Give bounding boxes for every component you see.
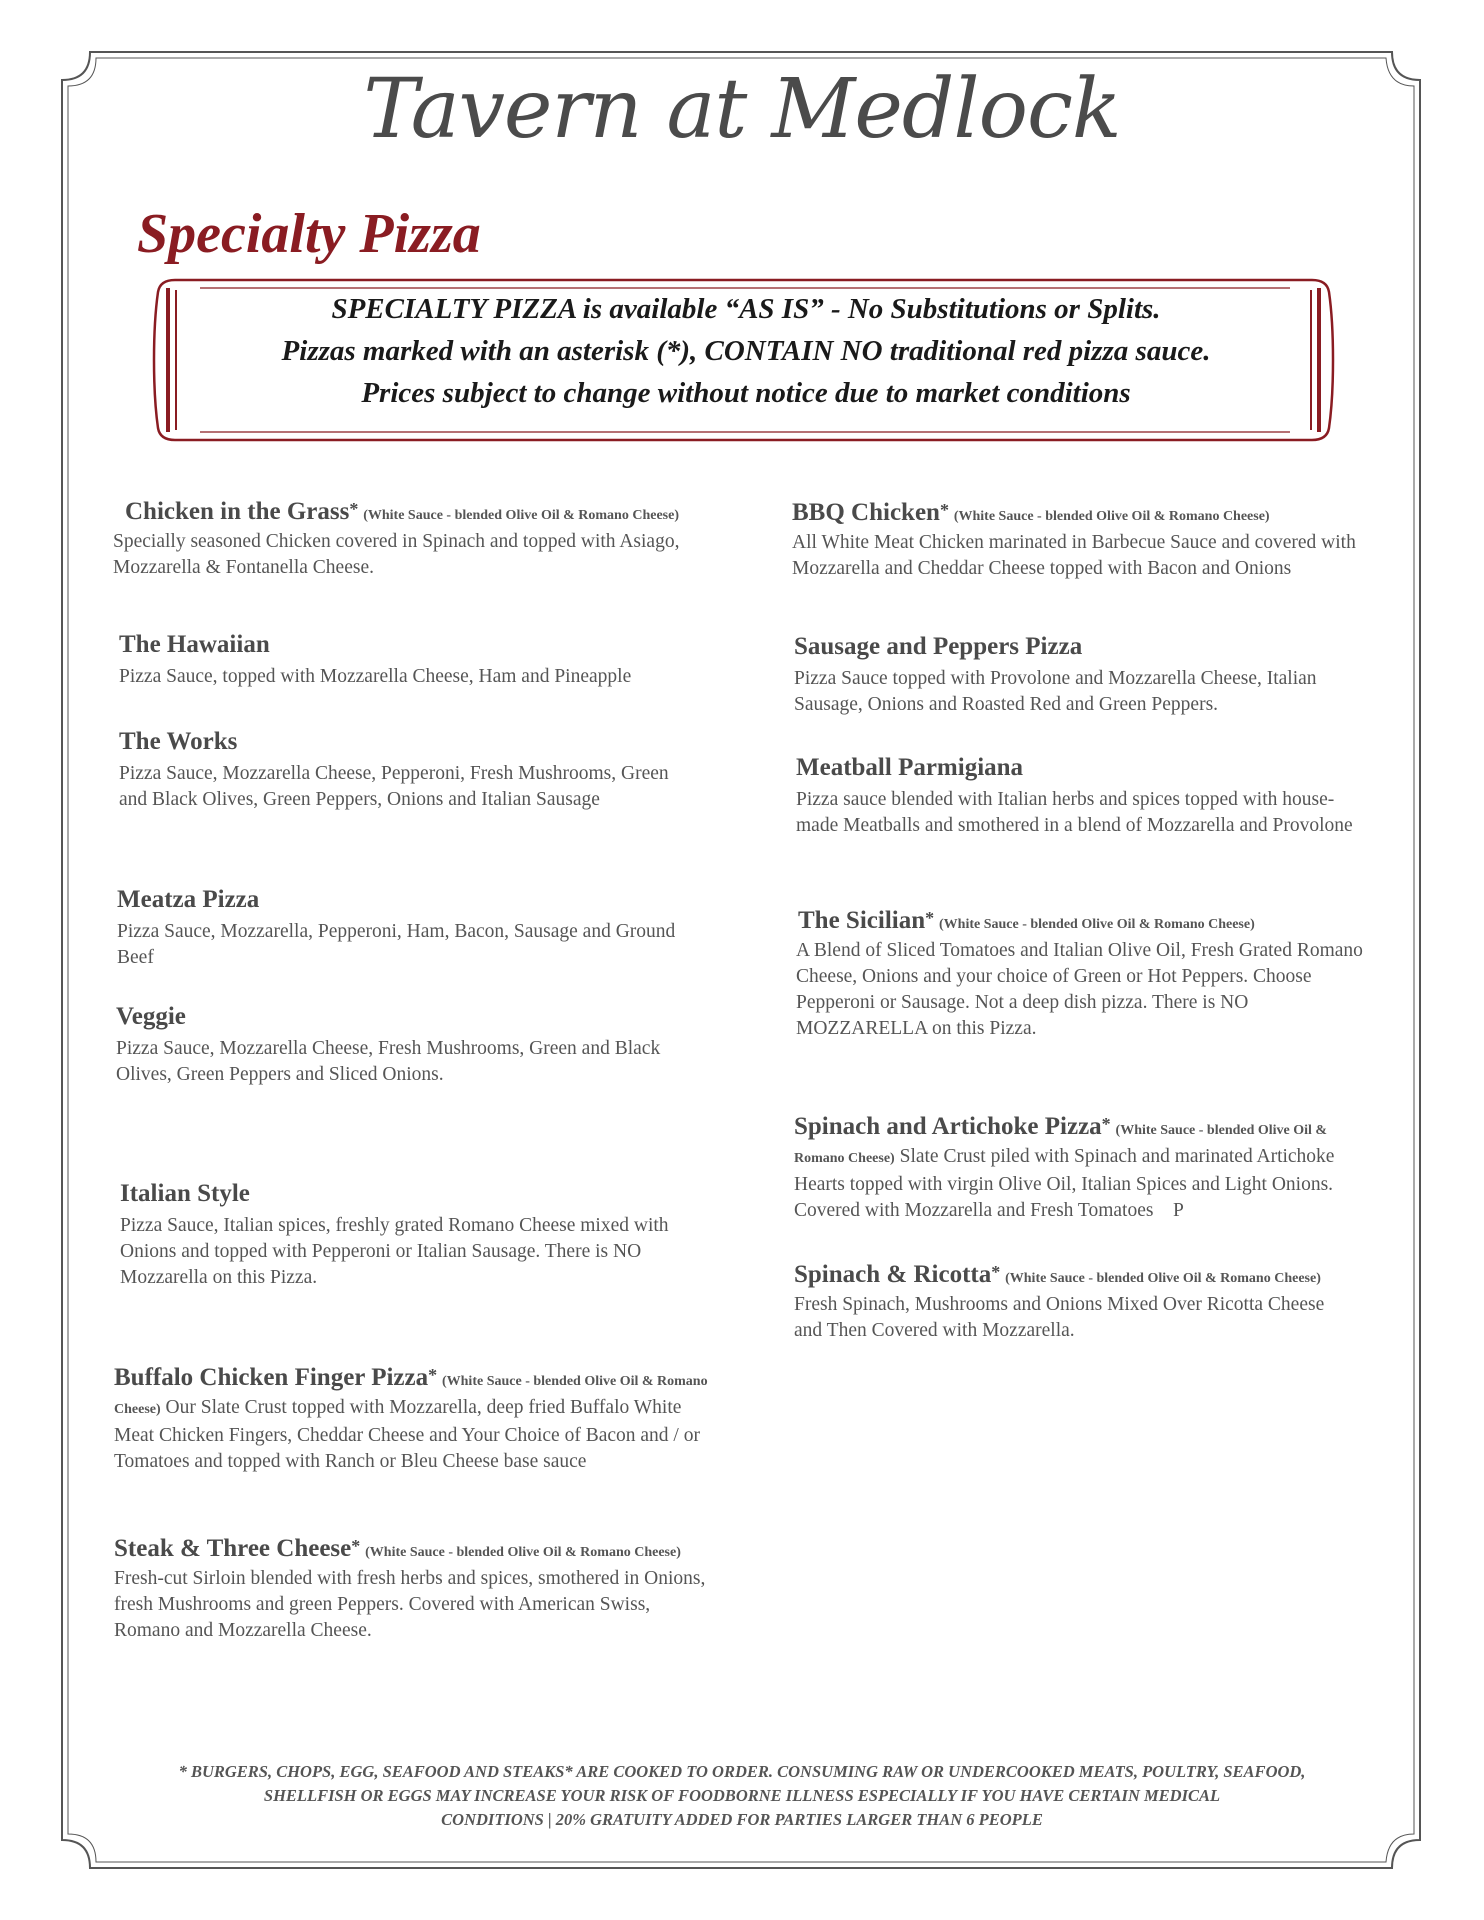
restaurant-name: Tavern at Medlock [363, 62, 1121, 157]
item-name: Meatball Parmigiana [796, 754, 1024, 781]
item-name: Buffalo Chicken Finger Pizza [114, 1364, 429, 1391]
footer-disclaimer [90, 1760, 1394, 1832]
footer-line-2: SHELLFISH OR EGGS MAY INCREASE YOUR RISK OF FOODBORNE ILLNESS ESPECIALLY IF YOU HAVE CERTAIN MEDICAL [263, 1786, 1221, 1805]
item-name: Spinach and Artichoke Pizza [794, 1113, 1102, 1140]
item-name: BBQ Chicken [792, 499, 940, 526]
menu-item-the-hawaiian [119, 632, 719, 690]
item-description: Slate Crust piled with Spinach and marinated Artichoke Hearts topped with virgin Olive Oil, Italian Spices and Light Onions. Covered with Mozzarella and Fresh Tomatoes P [794, 1146, 1340, 1221]
section-title: Specialty Pizza [137, 203, 481, 265]
item-description: A Blend of Sliced Tomatoes and Italian Olive Oil, Fresh Grated Romano Cheese, Onions and your choice of Green or Hot Peppers. Choose Pepperoni or Sausage. Not a deep dish pizza. There is NO MOZZARELLA on this Pizza. [796, 940, 1363, 1039]
asterisk: * [351, 1536, 361, 1556]
item-description: Pizza Sauce topped with Provolone and Mozzarella Cheese, Italian Sausage, Onions and Roasted Red and Green Peppers. [794, 668, 1317, 715]
item-note: (White Sauce - blended Olive Oil & Romano Cheese) [1005, 1271, 1321, 1286]
menu-item-sausage-and-peppers [794, 634, 1354, 718]
menu-item-steak-three-cheese [114, 1533, 714, 1644]
item-name: Veggie [116, 1003, 186, 1030]
item-name: The Hawaiian [119, 631, 270, 658]
item-note: (White Sauce - blended Olive Oil & Romano Cheese) [794, 1123, 1328, 1166]
item-name: Chicken in the Grass [125, 498, 350, 525]
menu-item-the-works [119, 729, 699, 813]
item-description: Our Slate Crust topped with Mozzarella, deep fried Buffalo White Meat Chicken Fingers, Cheddar Cheese and Your Choice of Bacon and / or Tomatoes and topped with Ranch or Bleu Cheese base sauce [114, 1397, 700, 1472]
item-description: Pizza sauce blended with Italian herbs and spices topped with house-made Meatballs and smothered in a blend of Mozzarella and Provolone [796, 789, 1353, 836]
menu-item-spinach-and-ricotta [794, 1259, 1354, 1344]
asterisk: * [925, 908, 935, 928]
item-name: Sausage and Peppers Pizza [794, 633, 1083, 660]
asterisk: * [1101, 1114, 1111, 1134]
item-note: (White Sauce - blended Olive Oil & Romano Cheese) [363, 508, 679, 523]
item-name: Spinach & Ricotta [794, 1261, 992, 1288]
menu-item-the-sicilian [796, 905, 1366, 1042]
item-note: (White Sauce - blended Olive Oil & Romano Cheese) [953, 509, 1270, 524]
asterisk: * [349, 499, 359, 519]
menu-item-buffalo-chicken-finger-pizza [114, 1362, 714, 1475]
notice-line-3: Prices subject to change without notice due to market conditions [361, 377, 1131, 409]
menu-item-meatza-pizza [117, 887, 687, 971]
menu-item-spinach-and-artichoke [794, 1111, 1369, 1224]
item-note: (White Sauce - blended Olive Oil & Romano Cheese) [939, 917, 1255, 932]
footer-line-1: * BURGERS, CHOPS, EGG, SEAFOOD AND STEAKS* ARE COOKED TO ORDER. CONSUMING RAW OR UNDERCOOKED MEATS, POULTRY, SEAFOOD, [178, 1762, 1306, 1781]
item-note: (White Sauce - blended Olive Oil & Romano Cheese) [114, 1374, 708, 1417]
item-description: Pizza Sauce, Mozzarella Cheese, Pepperoni, Fresh Mushrooms, Green and Black Olives, Green Peppers, Onions and Italian Sausage [119, 763, 669, 810]
item-name: Italian Style [120, 1180, 250, 1207]
item-note: (White Sauce - blended Olive Oil & Romano Cheese) [365, 1545, 681, 1560]
menu-item-veggie [116, 1004, 696, 1088]
item-name: The Works [119, 728, 238, 755]
item-name: Steak & Three Cheese [114, 1535, 352, 1562]
footer-line-3: CONDITIONS | 20% GRATUITY ADDED FOR PARTIES LARGER THAN 6 PEOPLE [441, 1810, 1043, 1829]
menu-item-meatball-parmigiana [796, 755, 1366, 839]
item-description: Pizza Sauce, Italian spices, freshly grated Romano Cheese mixed with Onions and topped with Pepperoni or Italian Sausage. There is NO Mozzarella on this Pizza. [120, 1215, 669, 1288]
item-description: Pizza Sauce, Mozzarella Cheese, Fresh Mushrooms, Green and Black Olives, Green Peppers and Sliced Onions. [116, 1038, 661, 1085]
item-name: The Sicilian [798, 907, 926, 934]
menu-item-italian-style [120, 1181, 710, 1291]
item-description: Pizza Sauce, Mozzarella, Pepperoni, Ham, Bacon, Sausage and Ground Beef [117, 921, 676, 968]
asterisk: * [428, 1365, 438, 1385]
item-description: Fresh-cut Sirloin blended with fresh herbs and spices, smothered in Onions, fresh Mushrooms and green Peppers. Covered with American Swiss, Romano and Mozzarella Cheese. [114, 1568, 706, 1641]
item-description: Pizza Sauce, topped with Mozzarella Cheese, Ham and Pineapple [119, 666, 632, 687]
notice-line-1: SPECIALTY PIZZA is available “AS IS” - No Substitutions or Splits. [331, 293, 1161, 325]
asterisk: * [939, 500, 949, 520]
item-description: All White Meat Chicken marinated in Barbecue Sauce and covered with Mozzarella and Cheddar Cheese topped with Bacon and Onions [792, 532, 1356, 579]
item-name: Meatza Pizza [117, 886, 260, 913]
item-description: Fresh Spinach, Mushrooms and Onions Mixed Over Ricotta Cheese and Then Covered with Mozzarella. [794, 1294, 1325, 1341]
menu-item-chicken-in-the-grass [113, 496, 705, 581]
notice-line-2: Pizzas marked with an asterisk (*), CONTAIN NO traditional red pizza sauce. [281, 335, 1211, 367]
asterisk: * [991, 1262, 1001, 1282]
item-description: Specially seasoned Chicken covered in Spinach and topped with Asiago, Mozzarella & Fontanella Cheese. [113, 531, 680, 578]
notice-box [166, 288, 1326, 414]
menu-item-bbq-chicken [792, 497, 1372, 582]
